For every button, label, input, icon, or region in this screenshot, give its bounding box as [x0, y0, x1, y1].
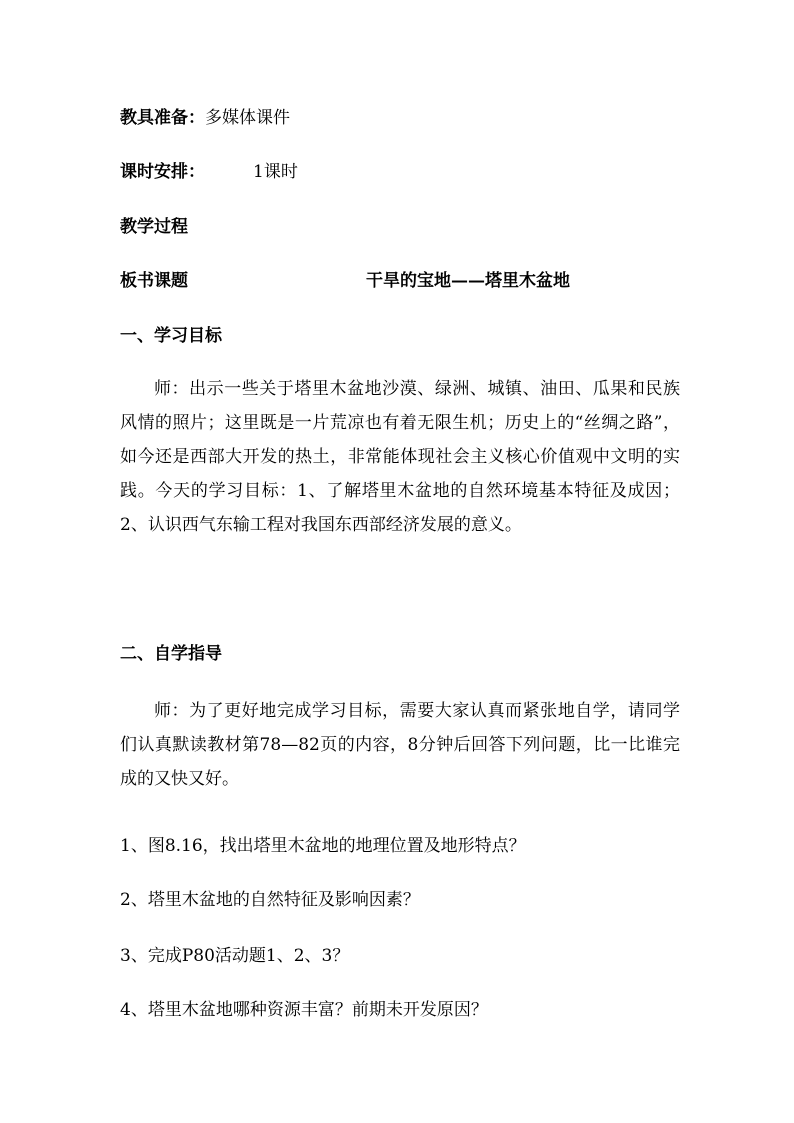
- section-2-heading: 二、自学指导: [120, 644, 222, 664]
- section-2-paragraph: 师：为了更好地完成学习目标，需要大家认真而紧张地自学，请同学们认真默读教材第78—82页的内容，8分钟后回答下列问题，比一比谁完成的又快又好。: [120, 701, 680, 789]
- teaching-tools-label: 教具准备：: [120, 108, 205, 128]
- board-title-label: 板书课题: [120, 271, 188, 291]
- section-1-paragraph: 师：出示一些关于塔里木盆地沙漠、绿洲、城镇、油田、瓜果和民族风情的照片；这里既是一片荒凉也有着无限生机；历史上的“丝绸之路”，如今还是西部大开发的热土，非常能体现社会主义核心价值观中文明的实践。今天的学习目标：1、了解塔里木盆地的自然环境基本特征及成因；2、认识西气东输工程对我国东西部经济发展的意义。: [120, 379, 680, 535]
- teaching-tools-line: [120, 108, 290, 128]
- class-schedule-value: 1课时: [253, 162, 298, 182]
- question-item-1: 1、图8.16，找出塔里木盆地的地理位置及地形特点？: [120, 836, 526, 856]
- teaching-process-heading: 教学过程: [120, 217, 188, 237]
- teaching-tools-value: 多媒体课件: [205, 108, 290, 128]
- question-item-4: 4、塔里木盆地哪种资源丰富？前期未开发原因？: [120, 1000, 488, 1020]
- question-item-3: 3、完成P80活动题1、2、3？: [120, 946, 350, 966]
- class-schedule-line: [120, 162, 298, 182]
- section-1-heading: 一、学习目标: [120, 326, 222, 346]
- board-title-text: 干旱的宝地——塔里木盆地: [366, 271, 570, 291]
- class-schedule-label: 课时安排：: [120, 162, 205, 182]
- question-item-2: 2、塔里木盆地的自然特征及影响因素？: [120, 890, 420, 910]
